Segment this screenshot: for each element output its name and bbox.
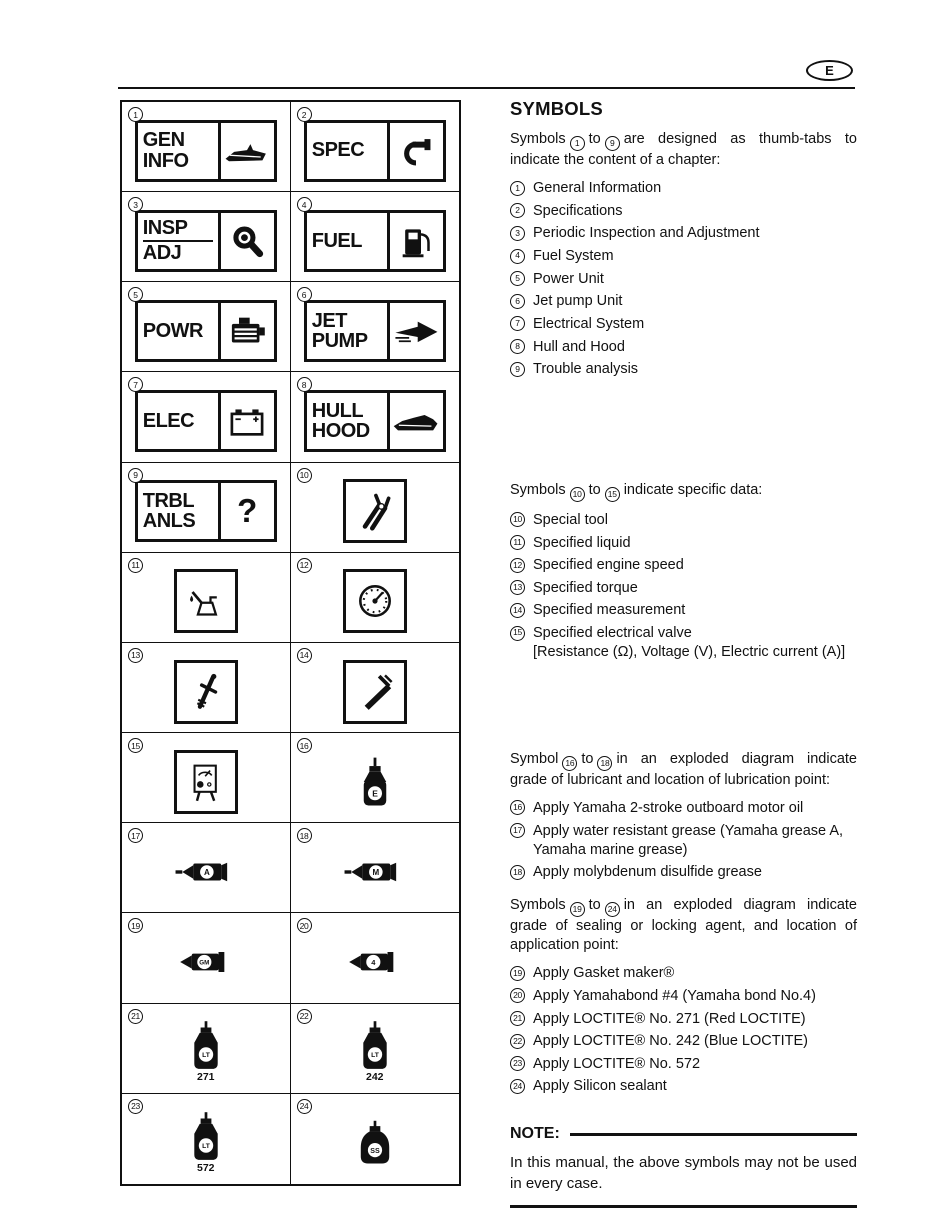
tube-letter: A	[203, 867, 210, 877]
symbol-cell-11	[122, 553, 291, 643]
list-item	[510, 338, 857, 357]
page-title: SYMBOLS	[510, 98, 603, 119]
symbol-number: 10	[297, 468, 312, 483]
tab-label-line: INFO	[142, 149, 189, 172]
symbol-number: 16	[297, 738, 312, 753]
symbol-number: 11	[128, 558, 143, 573]
circled-number: 21	[510, 1011, 525, 1026]
tab-label-line: ELEC	[142, 409, 195, 432]
tab-icon-area	[387, 213, 443, 269]
content-column	[510, 97, 857, 1208]
circled-number: 6	[510, 294, 525, 309]
data-symbol-box	[174, 569, 238, 633]
symbol-cell-4	[291, 192, 460, 282]
note-label: NOTE:	[510, 1124, 560, 1142]
symbol-number: 17	[128, 828, 143, 843]
symbol-number: 20	[297, 918, 312, 933]
item-label: Power Unit	[533, 270, 604, 287]
intro-text: to	[588, 482, 601, 499]
circled-number: 1	[570, 136, 585, 151]
symbol-cell-7	[122, 372, 291, 462]
symbol-number: 7	[128, 377, 143, 392]
symbol-cell-17	[122, 823, 291, 913]
tube-letter: 4	[370, 957, 376, 967]
chapter-tab-spec	[304, 120, 446, 182]
list-item	[510, 987, 857, 1006]
circled-number: 10	[510, 512, 525, 527]
item-label-group	[533, 624, 857, 662]
special-tool-icon	[355, 491, 395, 531]
list-item	[510, 624, 857, 662]
circled-number: 15	[605, 487, 620, 502]
item-label: Apply Silicon sealant	[533, 1078, 667, 1095]
circled-number: 24	[510, 1079, 525, 1094]
item-label: Apply Yamahabond #4 (Yamaha bond No.4)	[533, 987, 816, 1004]
symbol-cell-13	[122, 643, 291, 733]
symbol-cell-6	[291, 282, 460, 372]
bottle-letter: LT	[201, 1052, 210, 1060]
chapter-tab-fuel	[304, 210, 446, 272]
item-label: Specified measurement	[533, 602, 686, 619]
symbol-number: 15	[128, 738, 143, 753]
chapter-list	[510, 179, 857, 379]
bottle-number: 242	[365, 1071, 384, 1084]
tab-icon-area	[218, 483, 274, 539]
tab-icon-area	[387, 123, 443, 179]
symbol-number: 18	[297, 828, 312, 843]
list-item	[510, 799, 857, 818]
circled-number: 16	[510, 800, 525, 815]
list-item	[510, 1032, 857, 1051]
tachometer-icon	[356, 582, 394, 620]
intro-text: in an exploded diagram indicate grade of sealing or locking agent, and location of application point:	[510, 897, 857, 954]
circled-number: 5	[510, 271, 525, 286]
tab-label-line: PUMP	[311, 329, 368, 352]
tab-label-line: HULL	[311, 399, 364, 422]
multimeter-icon	[188, 762, 224, 802]
symbol-number: 12	[297, 558, 312, 573]
silicon-sealant-bottle-icon	[359, 1120, 391, 1166]
torque-wrench-icon	[187, 673, 225, 711]
caliper-icon	[355, 673, 395, 711]
symbol-grid	[120, 100, 461, 1186]
list-item	[510, 224, 857, 243]
item-label: Apply LOCTITE® No. 572	[533, 1055, 701, 1072]
circled-number: 18	[510, 865, 525, 880]
symbol-cell-8	[291, 372, 460, 462]
circled-number: 11	[510, 535, 525, 550]
tab-label	[138, 483, 218, 539]
loctite-bottle-icon	[357, 1021, 393, 1070]
data-symbol-box	[343, 569, 407, 633]
item-label: Fuel System	[533, 248, 614, 265]
item-label: General Information	[533, 180, 662, 197]
sealant-tube-gm-icon	[179, 952, 233, 972]
circled-number: 12	[510, 558, 525, 573]
list-item	[510, 556, 857, 575]
note-rule	[570, 1133, 857, 1136]
symbol-cell-20	[291, 913, 460, 1003]
list-item	[510, 511, 857, 530]
tab-icon-area	[218, 123, 274, 179]
item-label: Specified torque	[533, 579, 638, 596]
note-header	[510, 1123, 857, 1144]
list-item	[510, 1077, 857, 1096]
list-item	[510, 179, 857, 198]
symbol-cell-16	[291, 733, 460, 823]
bottle-number: 572	[196, 1161, 215, 1174]
circled-number: 14	[510, 603, 525, 618]
item-label: Apply LOCTITE® No. 242 (Blue LOCTITE)	[533, 1033, 808, 1050]
question-mark-icon: ?	[237, 492, 258, 530]
tab-label	[138, 213, 218, 269]
tab-label	[307, 303, 387, 359]
item-sublabel: [Resistance (Ω), Voltage (V), Electric current (A)]	[533, 644, 846, 661]
bottle-number: 271	[196, 1071, 215, 1084]
bottom-divider	[510, 1205, 857, 1208]
circled-number: 2	[510, 203, 525, 218]
symbol-cell-19	[122, 913, 291, 1003]
list-item	[510, 579, 857, 598]
symbol-cell-5	[122, 282, 291, 372]
item-label: Apply Yamaha 2-stroke outboard motor oil	[533, 799, 804, 816]
sealant-tube-4-icon	[348, 952, 402, 972]
item-label: Trouble analysis	[533, 361, 639, 378]
lubricant-list	[510, 799, 857, 883]
section-intro	[510, 481, 857, 502]
item-label: Electrical System	[533, 315, 645, 332]
item-label: Specifications	[533, 202, 623, 219]
chapter-tab-insp-adj	[135, 210, 277, 272]
list-item	[510, 1010, 857, 1029]
bottle-letter: LT	[370, 1052, 379, 1060]
loctite-bottle-icon	[188, 1112, 224, 1161]
item-label: Apply LOCTITE® No. 271 (Red LOCTITE)	[533, 1010, 806, 1027]
symbol-number: 21	[128, 1009, 143, 1024]
section-intro	[510, 130, 857, 170]
circled-number: 22	[510, 1034, 525, 1049]
tab-icon-area	[387, 303, 443, 359]
section-chapters	[510, 130, 857, 379]
intro-text: to	[588, 897, 601, 914]
item-label: Specified electrical valve	[533, 625, 692, 641]
tab-label-line: SPEC	[311, 139, 365, 162]
chapter-tab-elec	[135, 390, 277, 452]
symbol-cell-22	[291, 1004, 460, 1094]
circled-number: 8	[510, 339, 525, 354]
tab-label-line: TRBL	[142, 489, 195, 512]
sealant-symbol	[357, 1021, 393, 1083]
circled-number: 10	[570, 487, 585, 502]
micrometer-icon	[399, 134, 433, 168]
symbol-number: 1	[128, 107, 143, 122]
tab-label	[307, 213, 387, 269]
grease-tube-a-icon	[175, 861, 237, 883]
circled-number: 19	[510, 966, 525, 981]
symbol-cell-9	[122, 463, 291, 553]
symbol-cell-24	[291, 1094, 460, 1184]
lubricant-symbol	[344, 861, 406, 883]
symbol-cell-21	[122, 1004, 291, 1094]
tab-label	[307, 393, 387, 449]
tab-label	[138, 123, 218, 179]
lubricant-symbol	[360, 757, 390, 807]
data-symbol-box	[174, 660, 238, 724]
intro-text: in an exploded diagram indicate grade of lubricant and location of lubrication point:	[510, 751, 857, 788]
intro-text: are designed as thumb-tabs to indicate the content of a chapter:	[510, 131, 857, 169]
list-item	[510, 202, 857, 221]
list-item	[510, 315, 857, 334]
fuel-pump-icon	[401, 224, 431, 258]
section-lubricant	[510, 750, 857, 882]
circled-number: 3	[510, 226, 525, 241]
hull-icon	[392, 407, 440, 435]
item-label: Apply water resistant grease (Yamaha grease A, Yamaha marine grease)	[533, 822, 844, 858]
intro-text: Symbols	[510, 131, 566, 148]
circled-number: 20	[510, 988, 525, 1003]
intro-text: to	[581, 751, 594, 768]
circled-number: 15	[510, 626, 525, 641]
specific-data-list	[510, 511, 857, 662]
engine-icon	[227, 315, 267, 347]
intro-text: to	[588, 131, 601, 148]
item-label: Specified engine speed	[533, 557, 684, 574]
symbol-number: 23	[128, 1099, 143, 1114]
sealant-symbol	[188, 1112, 224, 1174]
intro-text: Symbols	[510, 482, 566, 499]
section-intro	[510, 896, 857, 955]
circled-number: 9	[605, 136, 620, 151]
tab-label-line: INSP	[143, 218, 213, 241]
circled-number: 17	[510, 823, 525, 838]
symbol-number: 5	[128, 287, 143, 302]
symbol-number: 24	[297, 1099, 312, 1114]
circled-number: 23	[510, 1056, 525, 1071]
chapter-tab-jet-pump	[304, 300, 446, 362]
symbol-cell-14	[291, 643, 460, 733]
symbol-number: 22	[297, 1009, 312, 1024]
tab-icon-area	[218, 393, 274, 449]
section-intro	[510, 750, 857, 790]
circled-number: 4	[510, 249, 525, 264]
list-item	[510, 360, 857, 379]
chapter-tab-gen-info	[135, 120, 277, 182]
list-item	[510, 292, 857, 311]
symbol-cell-18	[291, 823, 460, 913]
watercraft-icon	[223, 137, 271, 165]
symbol-cell-12	[291, 553, 460, 643]
symbol-number: 4	[297, 197, 312, 212]
bottle-letter: E	[371, 788, 378, 799]
wrench-icon	[230, 224, 264, 258]
sealant-symbol	[179, 952, 233, 972]
chapter-tab-powr	[135, 300, 277, 362]
sealant-symbol	[188, 1021, 224, 1083]
tab-label-line: JET	[311, 309, 347, 332]
oil-bottle-icon	[360, 757, 390, 807]
circled-number: 13	[510, 580, 525, 595]
list-item	[510, 534, 857, 553]
chapter-tab-trbl-anls	[135, 480, 277, 542]
symbol-number: 6	[297, 287, 312, 302]
circled-number: 7	[510, 316, 525, 331]
symbol-cell-3	[122, 192, 291, 282]
chapter-tab-hull-hood	[304, 390, 446, 452]
circled-number: 19	[570, 902, 585, 917]
tab-label	[307, 123, 387, 179]
symbol-cell-15	[122, 733, 291, 823]
list-item	[510, 270, 857, 289]
tab-label-line: ANLS	[142, 510, 196, 533]
tab-icon-area	[218, 213, 274, 269]
list-item	[510, 1055, 857, 1074]
jet-pump-icon	[392, 317, 440, 345]
tube-letter: M	[372, 867, 379, 877]
tab-label-line: GEN	[142, 129, 185, 152]
tab-icon-area	[387, 393, 443, 449]
list-item	[510, 964, 857, 983]
circled-number: 1	[510, 181, 525, 196]
intro-text: Symbols	[510, 897, 566, 914]
tab-label-line: HOOD	[311, 420, 370, 443]
circled-number: 24	[605, 902, 620, 917]
list-item	[510, 601, 857, 620]
tab-label	[138, 393, 218, 449]
item-label: Jet pump Unit	[533, 293, 623, 310]
section-sealing	[510, 896, 857, 1096]
tab-label-line: FUEL	[311, 229, 362, 252]
symbol-cell-1	[122, 102, 291, 192]
bottle-letter: LT	[201, 1143, 210, 1151]
symbol-number: 14	[297, 648, 312, 663]
note-text: In this manual, the above symbols may not be used in every case.	[510, 1153, 857, 1193]
symbol-number: 2	[297, 107, 312, 122]
sealant-symbol	[348, 952, 402, 972]
item-label: Specified liquid	[533, 534, 631, 551]
symbol-cell-23	[122, 1094, 291, 1184]
symbol-cell-2	[291, 102, 460, 192]
battery-icon	[227, 405, 267, 437]
symbol-number: 13	[128, 648, 143, 663]
top-divider	[118, 87, 855, 89]
item-label: Special tool	[533, 511, 608, 528]
tab-icon-area	[218, 303, 274, 359]
data-symbol-box	[343, 660, 407, 724]
sealing-list	[510, 964, 857, 1096]
list-item	[510, 822, 857, 860]
circled-number: 18	[597, 756, 612, 771]
sealant-symbol	[359, 1120, 391, 1166]
symbol-number: 9	[128, 468, 143, 483]
tab-label-line: POWR	[142, 319, 203, 342]
symbol-number: 19	[128, 918, 143, 933]
tab-label	[138, 303, 218, 359]
item-label: Apply molybdenum disulfide grease	[533, 864, 762, 881]
symbol-number: 3	[128, 197, 143, 212]
bottle-letter: SS	[370, 1147, 380, 1156]
intro-text: Symbol	[510, 751, 559, 768]
item-label: Periodic Inspection and Adjustment	[533, 225, 760, 242]
circled-number: 9	[510, 362, 525, 377]
item-label: Apply Gasket maker®	[533, 965, 675, 982]
data-symbol-box	[174, 750, 238, 814]
list-item	[510, 247, 857, 266]
oil-can-icon	[186, 583, 226, 619]
lubricant-symbol	[175, 861, 237, 883]
intro-text: indicate specific data:	[623, 482, 763, 499]
data-symbol-box	[343, 479, 407, 543]
tube-letter: GM	[199, 959, 210, 967]
grease-tube-m-icon	[344, 861, 406, 883]
section-specific-data	[510, 481, 857, 662]
language-badge-label: E	[825, 63, 834, 78]
list-item	[510, 863, 857, 882]
language-badge	[806, 60, 853, 81]
tab-label-line: ADJ	[142, 241, 182, 264]
circled-number: 16	[562, 756, 577, 771]
loctite-bottle-icon	[188, 1021, 224, 1070]
symbol-number: 8	[297, 377, 312, 392]
symbol-cell-10	[291, 463, 460, 553]
item-label: Hull and Hood	[533, 338, 625, 355]
note-block	[510, 1123, 857, 1208]
